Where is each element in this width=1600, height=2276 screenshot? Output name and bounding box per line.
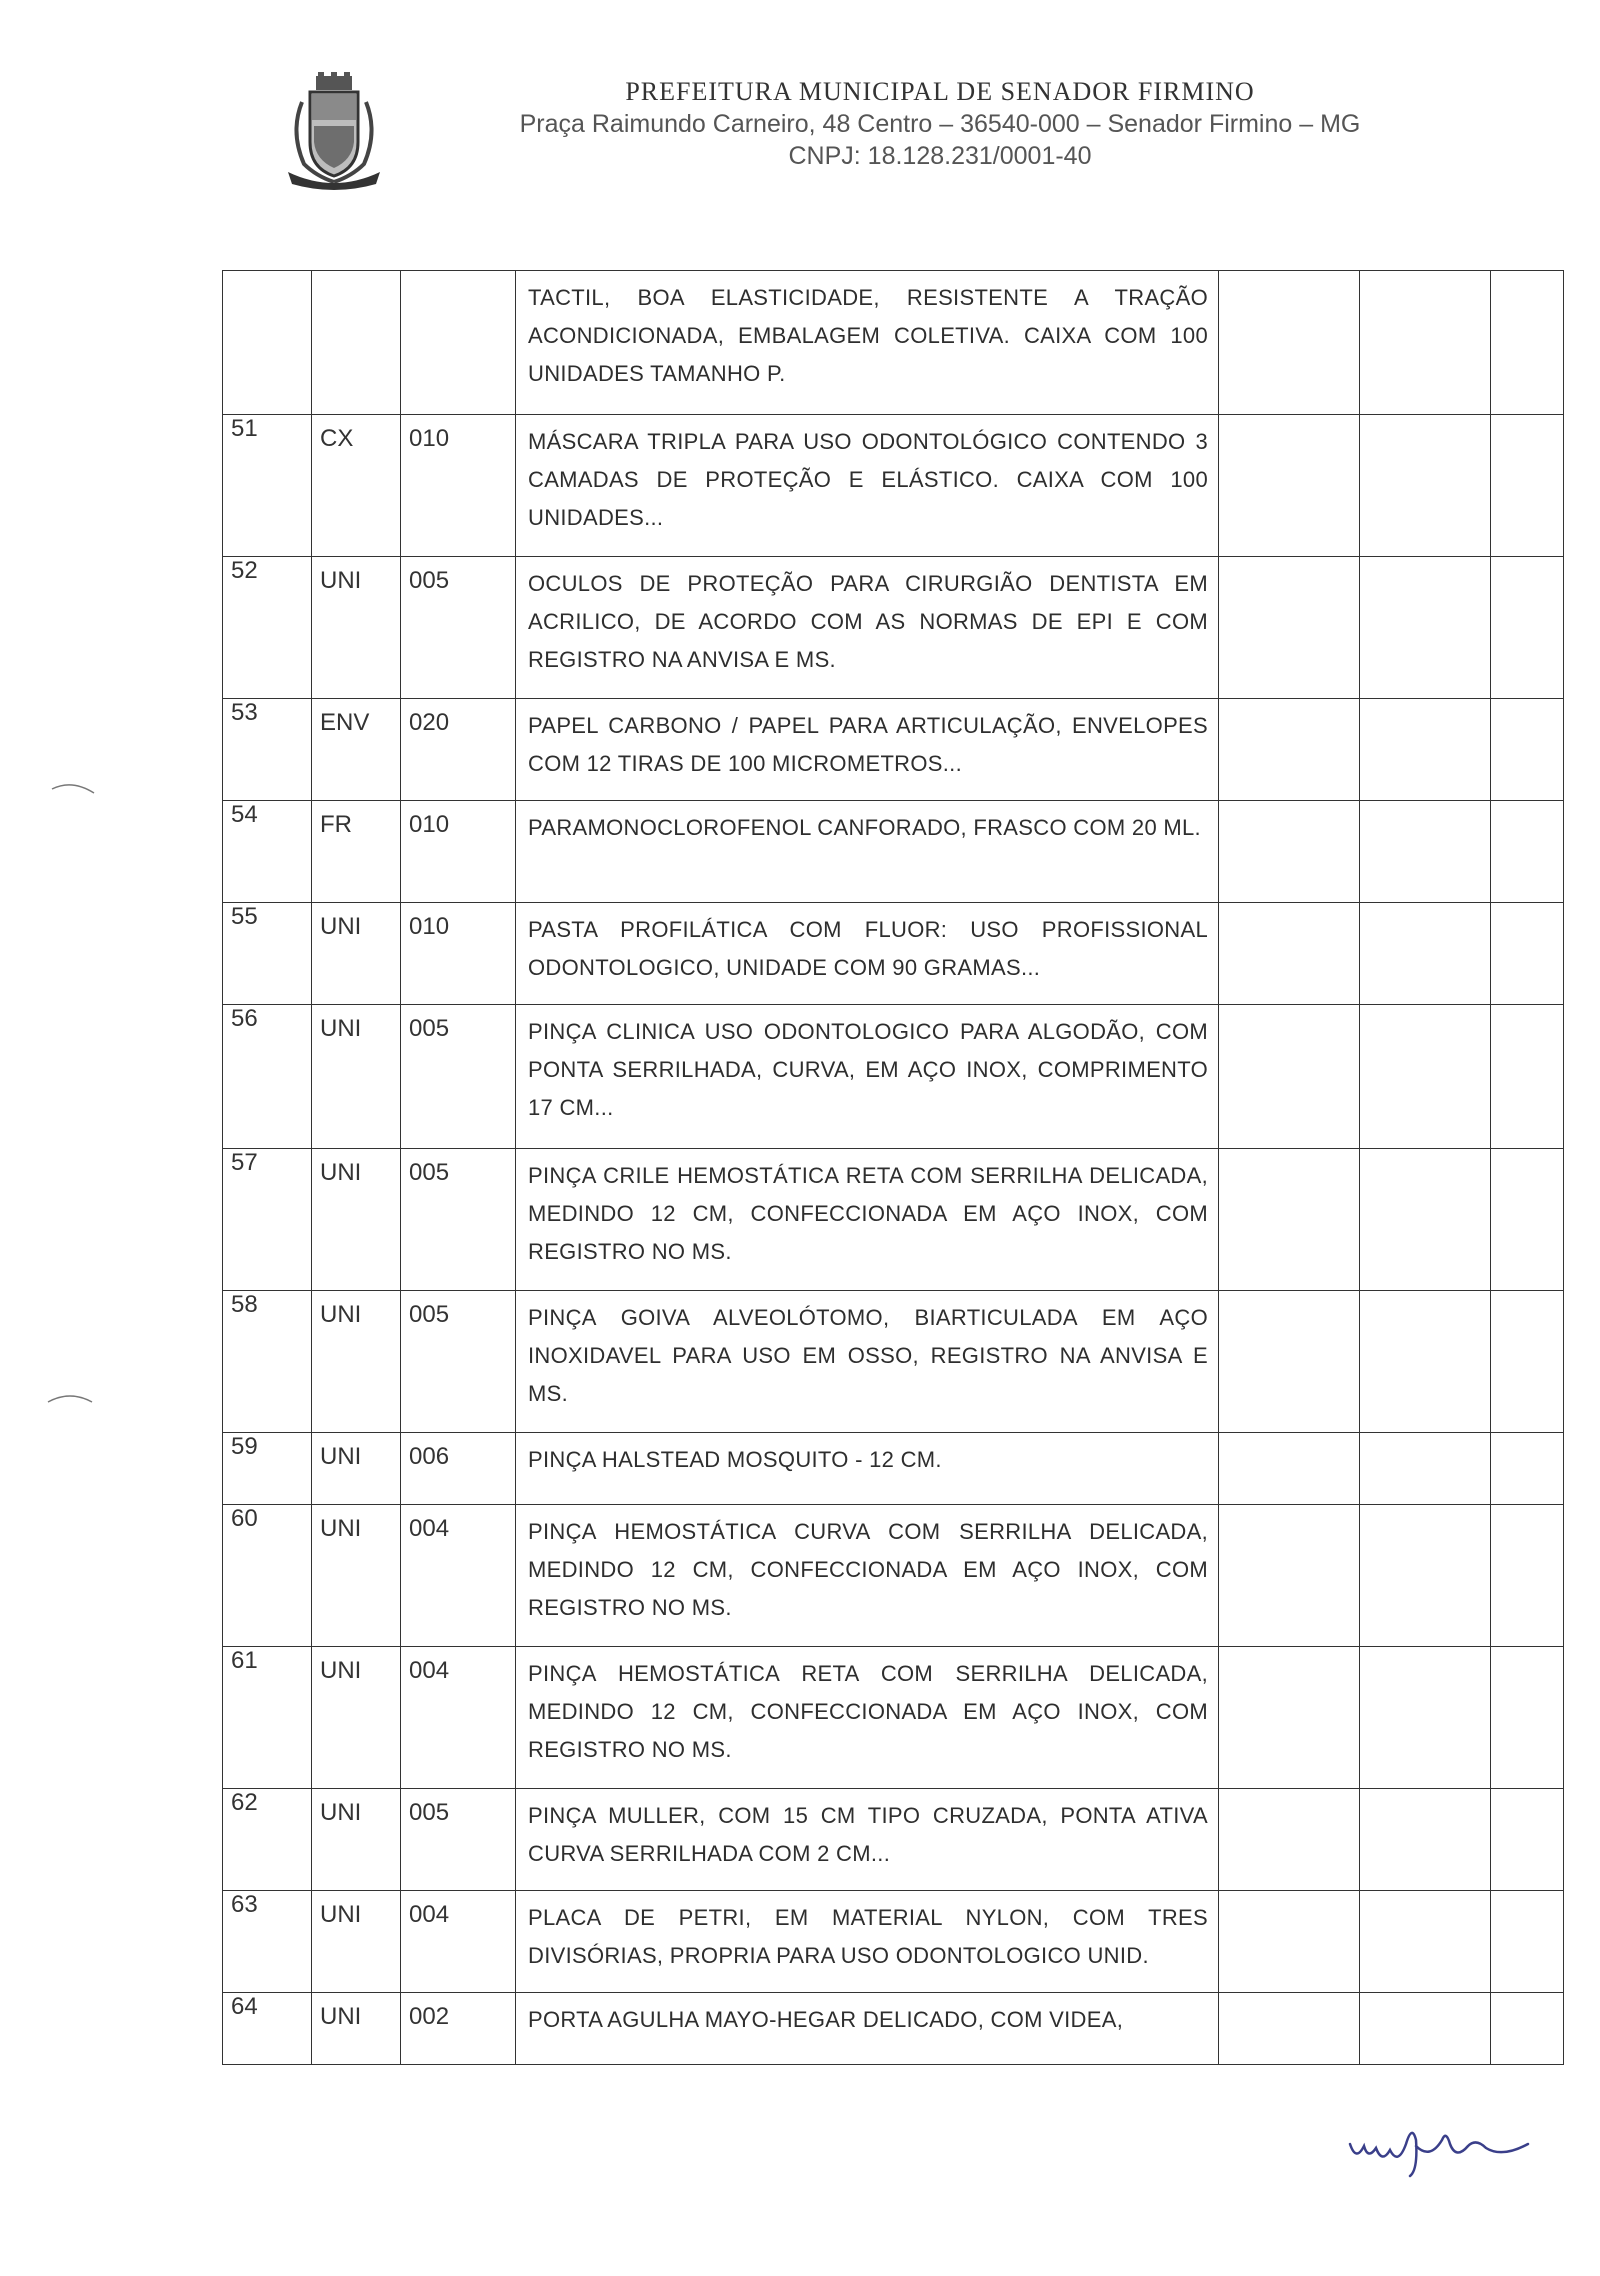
item-total-cell [1491, 1291, 1564, 1433]
item-description: MÁSCARA TRIPLA PARA USO ODONTOLÓGICO CONTENDO 3 CAMADAS DE PROTEÇÃO E ELÁSTICO. CAIXA COM 100 UNIDADES... [516, 415, 1219, 557]
item-quantity: 010 [401, 801, 516, 903]
item-number: 53 [223, 699, 312, 801]
item-number: 55 [223, 903, 312, 1005]
item-total-cell [1491, 801, 1564, 903]
item-total-cell [1491, 1149, 1564, 1291]
item-description: PINÇA CRILE HEMOSTÁTICA RETA COM SERRILHA DELICADA, MEDINDO 12 CM, CONFECCIONADA EM AÇO INOX, COM REGISTRO NO MS. [516, 1149, 1219, 1291]
item-description: PINÇA HEMOSTÁTICA CURVA COM SERRILHA DELICADA, MEDINDO 12 CM, CONFECCIONADA EM AÇO INOX, COM REGISTRO NO MS. [516, 1505, 1219, 1647]
items-table [222, 270, 1564, 2065]
signature-icon [1346, 2110, 1536, 2180]
table-row [223, 415, 1564, 557]
item-total-cell [1491, 1433, 1564, 1505]
item-number: 51 [223, 415, 312, 557]
item-number [223, 271, 312, 415]
item-quantity: 010 [401, 415, 516, 557]
item-quantity: 005 [401, 1789, 516, 1891]
item-price-cell [1360, 415, 1491, 557]
item-quantity: 005 [401, 1291, 516, 1433]
table-row [223, 1647, 1564, 1789]
item-unit: ENV [312, 699, 401, 801]
table-row [223, 903, 1564, 1005]
item-quantity: 004 [401, 1891, 516, 1993]
organization-cnpj: CNPJ: 18.128.231/0001-40 [788, 142, 1092, 171]
item-brand-cell [1219, 699, 1360, 801]
item-number: 58 [223, 1291, 312, 1433]
item-description: OCULOS DE PROTEÇÃO PARA CIRURGIÃO DENTISTA EM ACRILICO, DE ACORDO COM AS NORMAS DE EPI E COM REGISTRO NA ANVISA E MS. [516, 557, 1219, 699]
item-brand-cell [1219, 1291, 1360, 1433]
item-description: PINÇA HALSTEAD MOSQUITO - 12 CM. [516, 1433, 1219, 1505]
item-price-cell [1360, 1433, 1491, 1505]
item-number: 64 [223, 1993, 312, 2065]
item-unit: UNI [312, 1647, 401, 1789]
table-row [223, 271, 1564, 415]
margin-mark-icon [46, 1388, 94, 1408]
item-number: 52 [223, 557, 312, 699]
item-brand-cell [1219, 801, 1360, 903]
item-description: PASTA PROFILÁTICA COM FLUOR: USO PROFISSIONAL ODONTOLOGICO, UNIDADE COM 90 GRAMAS... [516, 903, 1219, 1005]
item-unit: UNI [312, 1891, 401, 1993]
item-unit: FR [312, 801, 401, 903]
item-unit: UNI [312, 557, 401, 699]
item-unit [312, 271, 401, 415]
item-quantity: 005 [401, 1005, 516, 1149]
item-number: 60 [223, 1505, 312, 1647]
item-quantity: 004 [401, 1647, 516, 1789]
item-brand-cell [1219, 1433, 1360, 1505]
item-price-cell [1360, 271, 1491, 415]
item-unit: UNI [312, 903, 401, 1005]
item-description: PORTA AGULHA MAYO-HEGAR DELICADO, COM VIDEA, [516, 1993, 1219, 2065]
item-price-cell [1360, 1789, 1491, 1891]
item-description: TACTIL, BOA ELASTICIDADE, RESISTENTE A TRAÇÃO ACONDICIONADA, EMBALAGEM COLETIVA. CAIXA COM 100 UNIDADES TAMANHO P. [516, 271, 1219, 415]
item-description: PLACA DE PETRI, EM MATERIAL NYLON, COM TRES DIVISÓRIAS, PROPRIA PARA USO ODONTOLOGICO UNID. [516, 1891, 1219, 1993]
item-price-cell [1360, 1005, 1491, 1149]
item-price-cell [1360, 1505, 1491, 1647]
item-number: 61 [223, 1647, 312, 1789]
item-brand-cell [1219, 1993, 1360, 2065]
item-total-cell [1491, 1647, 1564, 1789]
item-total-cell [1491, 1993, 1564, 2065]
item-quantity: 020 [401, 699, 516, 801]
table-row [223, 1149, 1564, 1291]
organization-name: PREFEITURA MUNICIPAL DE SENADOR FIRMINO [625, 77, 1255, 106]
item-quantity: 002 [401, 1993, 516, 2065]
table-row [223, 1993, 1564, 2065]
item-price-cell [1360, 699, 1491, 801]
item-brand-cell [1219, 903, 1360, 1005]
item-total-cell [1491, 1005, 1564, 1149]
item-price-cell [1360, 903, 1491, 1005]
item-price-cell [1360, 1291, 1491, 1433]
item-number: 59 [223, 1433, 312, 1505]
item-description: PINÇA CLINICA USO ODONTOLOGICO PARA ALGODÃO, COM PONTA SERRILHADA, CURVA, EM AÇO INOX, COMPRIMENTO 17 CM... [516, 1005, 1219, 1149]
item-quantity: 010 [401, 903, 516, 1005]
table-row [223, 1291, 1564, 1433]
table-row [223, 1005, 1564, 1149]
item-total-cell [1491, 1505, 1564, 1647]
item-brand-cell [1219, 557, 1360, 699]
table-row [223, 1789, 1564, 1891]
item-description: PARAMONOCLOROFENOL CANFORADO, FRASCO COM 20 ML. [516, 801, 1219, 903]
item-description: PINÇA MULLER, COM 15 CM TIPO CRUZADA, PONTA ATIVA CURVA SERRILHADA COM 2 CM... [516, 1789, 1219, 1891]
item-total-cell [1491, 557, 1564, 699]
item-quantity: 006 [401, 1433, 516, 1505]
item-brand-cell [1219, 1891, 1360, 1993]
item-total-cell [1491, 699, 1564, 801]
item-unit: UNI [312, 1993, 401, 2065]
table-row [223, 557, 1564, 699]
item-quantity: 005 [401, 557, 516, 699]
item-price-cell [1360, 557, 1491, 699]
table-row [223, 801, 1564, 903]
item-unit: UNI [312, 1433, 401, 1505]
item-total-cell [1491, 903, 1564, 1005]
item-quantity [401, 271, 516, 415]
table-row [223, 1505, 1564, 1647]
table-row [223, 699, 1564, 801]
item-brand-cell [1219, 1149, 1360, 1291]
item-number: 57 [223, 1149, 312, 1291]
item-total-cell [1491, 1891, 1564, 1993]
item-total-cell [1491, 415, 1564, 557]
item-unit: CX [312, 415, 401, 557]
item-description: PINÇA HEMOSTÁTICA RETA COM SERRILHA DELICADA, MEDINDO 12 CM, CONFECCIONADA EM AÇO INOX, COM REGISTRO NO MS. [516, 1647, 1219, 1789]
item-unit: UNI [312, 1789, 401, 1891]
item-brand-cell [1219, 271, 1360, 415]
item-description: PINÇA GOIVA ALVEOLÓTOMO, BIARTICULADA EM AÇO INOXIDAVEL PARA USO EM OSSO, REGISTRO NA ANVISA E MS. [516, 1291, 1219, 1433]
item-quantity: 005 [401, 1149, 516, 1291]
item-description: PAPEL CARBONO / PAPEL PARA ARTICULAÇÃO, ENVELOPES COM 12 TIRAS DE 100 MICROMETROS... [516, 699, 1219, 801]
item-brand-cell [1219, 1505, 1360, 1647]
item-number: 63 [223, 1891, 312, 1993]
item-unit: UNI [312, 1291, 401, 1433]
municipal-coat-of-arms-icon [282, 72, 386, 190]
item-total-cell [1491, 271, 1564, 415]
item-price-cell [1360, 1891, 1491, 1993]
table-row [223, 1891, 1564, 1993]
item-number: 54 [223, 801, 312, 903]
item-number: 56 [223, 1005, 312, 1149]
item-brand-cell [1219, 1005, 1360, 1149]
item-brand-cell [1219, 1647, 1360, 1789]
organization-address: Praça Raimundo Carneiro, 48 Centro – 36540-000 – Senador Firmino – MG [519, 110, 1361, 139]
item-brand-cell [1219, 1789, 1360, 1891]
item-brand-cell [1219, 415, 1360, 557]
margin-mark-icon [50, 775, 96, 797]
item-total-cell [1491, 1789, 1564, 1891]
item-number: 62 [223, 1789, 312, 1891]
item-unit: UNI [312, 1505, 401, 1647]
organization-block [460, 76, 1420, 171]
letterhead [0, 62, 1600, 192]
item-price-cell [1360, 1149, 1491, 1291]
table-row [223, 1433, 1564, 1505]
item-unit: UNI [312, 1149, 401, 1291]
item-price-cell [1360, 1993, 1491, 2065]
item-quantity: 004 [401, 1505, 516, 1647]
item-price-cell [1360, 801, 1491, 903]
item-price-cell [1360, 1647, 1491, 1789]
item-unit: UNI [312, 1005, 401, 1149]
